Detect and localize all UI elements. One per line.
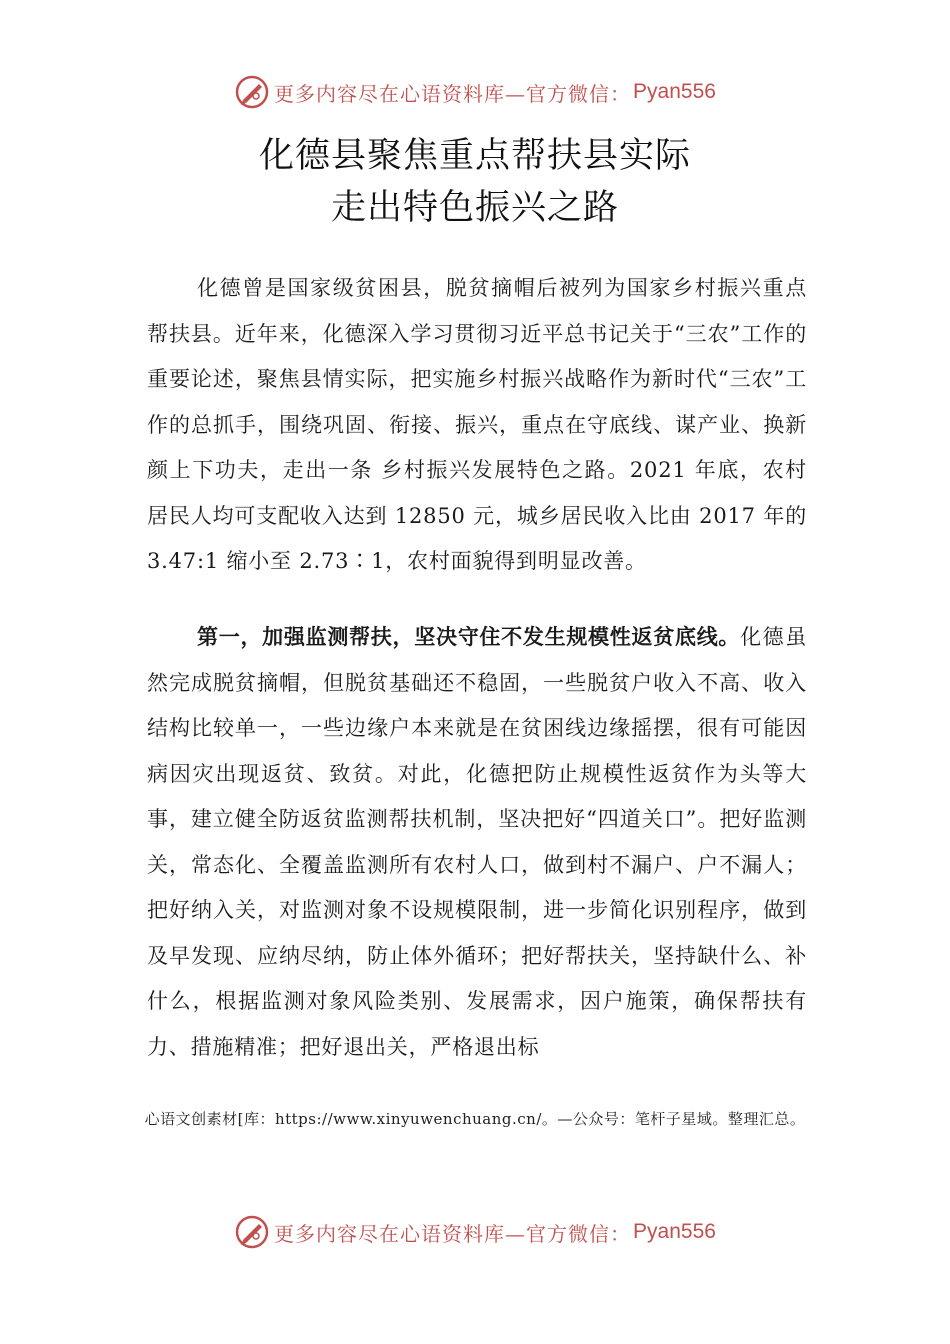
pen-logo-icon <box>234 1214 270 1250</box>
page-title-line1: 化德县聚焦重点帮扶县实际 <box>258 136 691 176</box>
banner-text: 更多内容尽在心语资料库—官方微信： <box>274 1221 632 1246</box>
page-title-line2: 走出特色振兴之路 <box>330 188 619 228</box>
paragraph-1-text: 化德曾是国家级贫困县，脱贫摘帽后被列为国家乡村振兴重点帮扶县。近年来，化德深入学习贯彻习近平总书记关于“三农”工作的重要论述，聚焦县情实际，把实施乡村振兴战略作为新时代“三农”工作的总抓手，围绕巩固、衔接、振兴，重点在守底线、谋产业、换新颜上下功夫，走出一条 乡村振兴发展特色之路。2021 年底，农村居民人均可支配收入达到 12850 元，城乡居民收入比由 2017 年的 3.47:1 缩小至 2.73∶1，农村面貌得到明显改善。 <box>147 276 807 573</box>
body-paragraph-2 <box>147 615 807 1070</box>
source-footer: 心语文创素材[库：https://www.xinyuwenchuang.cn/。—公众号：笔杆子星域。整理汇总。 <box>144 1110 806 1128</box>
section-heading-first: 第一，加强监测帮扶，坚决守住不发生规模性返贫底线。 <box>197 625 741 649</box>
wechat-id: Pyan556 <box>633 1220 716 1243</box>
wechat-id: Pyan556 <box>633 80 716 103</box>
body-paragraph-1 <box>147 266 807 585</box>
header-banner <box>0 72 950 112</box>
banner-text: 更多内容尽在心语资料库—官方微信： <box>274 81 632 106</box>
paragraph-2-text: 化德虽然完成脱贫摘帽，但脱贫基础还不稳固，一些脱贫户收入不高、收入结构比较单一，一些边缘户本来就是在贫困线边缘摇摆，很有可能因病因灾出现返贫、致贫。对此，化德把防止规模性返贫作为头等大事，建立健全防返贫监测帮扶机制，坚决把好“四道关口”。把好监测关，常态化、全覆盖监测所有农村人口，做到村不漏户、户不漏人；把好纳入关，对监测对象不设规模限制，进一步简化识别程序，做到及早发现、应纳尽纳，防止体外循环；把好帮扶关，坚持缺什么、补什么，根据监测对象风险类别、发展需求，因户施策，确保帮扶有力、措施精准；把好退出关，严格退出标 <box>147 625 807 1059</box>
pen-logo-icon <box>234 74 270 110</box>
footer-banner <box>0 1212 950 1252</box>
